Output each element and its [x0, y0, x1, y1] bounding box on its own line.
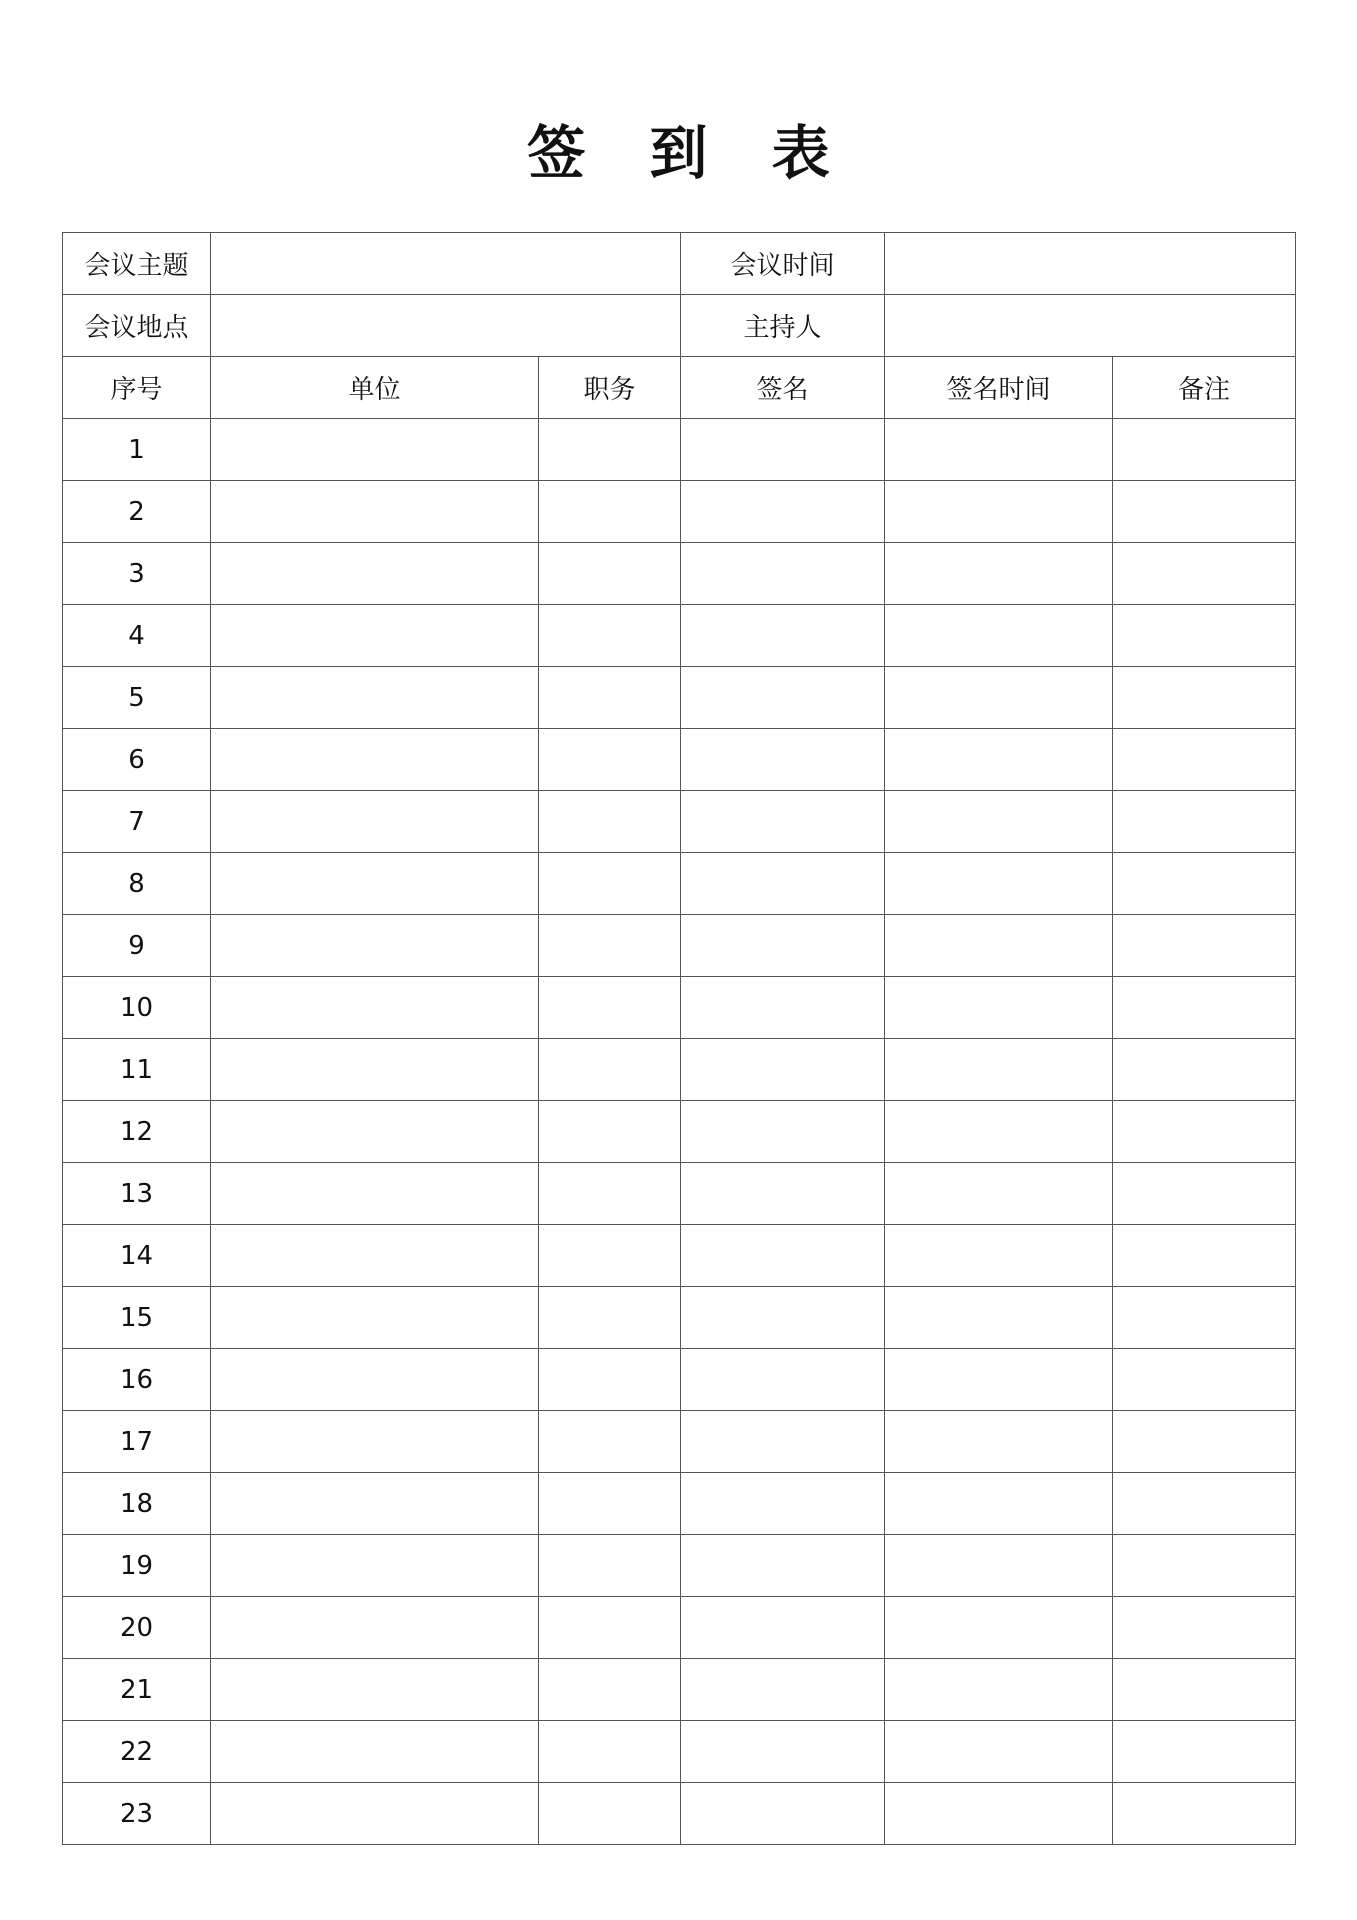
- signature-cell[interactable]: [681, 1597, 885, 1659]
- position-cell[interactable]: [539, 605, 681, 667]
- row-number: 22: [63, 1721, 211, 1783]
- row-number: 15: [63, 1287, 211, 1349]
- sign-time-cell[interactable]: [885, 853, 1113, 915]
- table-row: [63, 1163, 1296, 1225]
- sign-time-cell[interactable]: [885, 1597, 1113, 1659]
- row-number: 17: [63, 1411, 211, 1473]
- header-row: [63, 357, 1296, 419]
- unit-cell[interactable]: [211, 1225, 539, 1287]
- sign-time-cell[interactable]: [885, 977, 1113, 1039]
- remarks-cell[interactable]: [1113, 543, 1296, 605]
- unit-cell[interactable]: [211, 1287, 539, 1349]
- remarks-cell[interactable]: [1113, 481, 1296, 543]
- unit-cell[interactable]: [211, 1101, 539, 1163]
- position-cell[interactable]: [539, 1659, 681, 1721]
- row-number: 16: [63, 1349, 211, 1411]
- unit-cell[interactable]: [211, 729, 539, 791]
- remarks-cell[interactable]: [1113, 1597, 1296, 1659]
- table-row: [63, 1535, 1296, 1597]
- signature-cell[interactable]: [681, 791, 885, 853]
- row-number: 5: [63, 667, 211, 729]
- position-cell[interactable]: [539, 419, 681, 481]
- position-cell[interactable]: [539, 977, 681, 1039]
- unit-cell[interactable]: [211, 1597, 539, 1659]
- remarks-cell[interactable]: [1113, 1473, 1296, 1535]
- row-number: 9: [63, 915, 211, 977]
- table-row: [63, 481, 1296, 543]
- column-header-no: 序号: [63, 357, 211, 419]
- position-cell[interactable]: [539, 1163, 681, 1225]
- position-cell[interactable]: [539, 1349, 681, 1411]
- row-number: 8: [63, 853, 211, 915]
- sign-in-table: [62, 232, 1296, 1845]
- column-header-position: 职务: [539, 357, 681, 419]
- table-row: [63, 791, 1296, 853]
- signature-cell[interactable]: [681, 1225, 885, 1287]
- row-number: 1: [63, 419, 211, 481]
- unit-cell[interactable]: [211, 791, 539, 853]
- signature-cell[interactable]: [681, 481, 885, 543]
- time-field[interactable]: [885, 233, 1296, 295]
- unit-cell[interactable]: [211, 543, 539, 605]
- remarks-cell[interactable]: [1113, 1225, 1296, 1287]
- remarks-cell[interactable]: [1113, 1163, 1296, 1225]
- row-number: 14: [63, 1225, 211, 1287]
- row-number: 2: [63, 481, 211, 543]
- table-row: [63, 1101, 1296, 1163]
- unit-cell[interactable]: [211, 1411, 539, 1473]
- sign-time-cell[interactable]: [885, 419, 1113, 481]
- position-cell[interactable]: [539, 1597, 681, 1659]
- position-cell[interactable]: [539, 1783, 681, 1845]
- remarks-cell[interactable]: [1113, 1411, 1296, 1473]
- meta-row-topic: [63, 233, 1296, 295]
- unit-cell[interactable]: [211, 1163, 539, 1225]
- location-label: 会议地点: [63, 295, 211, 357]
- table-row: [63, 1659, 1296, 1721]
- unit-cell[interactable]: [211, 667, 539, 729]
- row-number: 4: [63, 605, 211, 667]
- unit-cell[interactable]: [211, 853, 539, 915]
- sign-time-cell[interactable]: [885, 1783, 1113, 1845]
- topic-field[interactable]: [211, 233, 681, 295]
- position-cell[interactable]: [539, 729, 681, 791]
- sign-time-cell[interactable]: [885, 1659, 1113, 1721]
- signature-cell[interactable]: [681, 915, 885, 977]
- position-cell[interactable]: [539, 1039, 681, 1101]
- sign-time-cell[interactable]: [885, 1101, 1113, 1163]
- unit-cell[interactable]: [211, 481, 539, 543]
- position-cell[interactable]: [539, 853, 681, 915]
- table-row: [63, 853, 1296, 915]
- table-row: [63, 977, 1296, 1039]
- table-row: [63, 1287, 1296, 1349]
- position-cell[interactable]: [539, 481, 681, 543]
- unit-cell[interactable]: [211, 1349, 539, 1411]
- signature-cell[interactable]: [681, 1349, 885, 1411]
- remarks-cell[interactable]: [1113, 1721, 1296, 1783]
- signature-cell[interactable]: [681, 1659, 885, 1721]
- signature-cell[interactable]: [681, 543, 885, 605]
- signature-cell[interactable]: [681, 1163, 885, 1225]
- row-number: 19: [63, 1535, 211, 1597]
- unit-cell[interactable]: [211, 1535, 539, 1597]
- remarks-cell[interactable]: [1113, 1783, 1296, 1845]
- signature-cell[interactable]: [681, 977, 885, 1039]
- signature-cell[interactable]: [681, 853, 885, 915]
- row-number: 23: [63, 1783, 211, 1845]
- unit-cell[interactable]: [211, 1783, 539, 1845]
- position-cell[interactable]: [539, 1287, 681, 1349]
- table-row: [63, 1721, 1296, 1783]
- sign-time-cell[interactable]: [885, 605, 1113, 667]
- meta-row-location: [63, 295, 1296, 357]
- row-number: 21: [63, 1659, 211, 1721]
- signature-cell[interactable]: [681, 1411, 885, 1473]
- remarks-cell[interactable]: [1113, 977, 1296, 1039]
- signature-cell[interactable]: [681, 1721, 885, 1783]
- position-cell[interactable]: [539, 1225, 681, 1287]
- remarks-cell[interactable]: [1113, 1535, 1296, 1597]
- page-title: 签 到 表: [527, 119, 852, 187]
- sign-time-cell[interactable]: [885, 481, 1113, 543]
- sign-time-cell[interactable]: [885, 1535, 1113, 1597]
- unit-cell[interactable]: [211, 1473, 539, 1535]
- remarks-cell[interactable]: [1113, 605, 1296, 667]
- signature-cell[interactable]: [681, 667, 885, 729]
- position-cell[interactable]: [539, 1411, 681, 1473]
- signature-cell[interactable]: [681, 1287, 885, 1349]
- row-number: 12: [63, 1101, 211, 1163]
- table-row: [63, 605, 1296, 667]
- row-number: 7: [63, 791, 211, 853]
- table-row: [63, 729, 1296, 791]
- table-row: [63, 667, 1296, 729]
- table-row: [63, 1473, 1296, 1535]
- unit-cell[interactable]: [211, 977, 539, 1039]
- row-number: 11: [63, 1039, 211, 1101]
- remarks-cell[interactable]: [1113, 419, 1296, 481]
- row-number: 20: [63, 1597, 211, 1659]
- position-cell[interactable]: [539, 1721, 681, 1783]
- sign-time-cell[interactable]: [885, 1163, 1113, 1225]
- table-row: [63, 1225, 1296, 1287]
- unit-cell[interactable]: [211, 419, 539, 481]
- signature-cell[interactable]: [681, 1535, 885, 1597]
- remarks-cell[interactable]: [1113, 915, 1296, 977]
- sign-time-cell[interactable]: [885, 1287, 1113, 1349]
- unit-cell[interactable]: [211, 605, 539, 667]
- table-row: [63, 543, 1296, 605]
- time-label: 会议时间: [681, 233, 885, 295]
- row-number: 3: [63, 543, 211, 605]
- row-number: 10: [63, 977, 211, 1039]
- row-number: 18: [63, 1473, 211, 1535]
- table-row: [63, 1597, 1296, 1659]
- sign-time-cell[interactable]: [885, 543, 1113, 605]
- table-row: [63, 1349, 1296, 1411]
- table-row: [63, 1411, 1296, 1473]
- unit-cell[interactable]: [211, 1039, 539, 1101]
- signature-cell[interactable]: [681, 1101, 885, 1163]
- remarks-cell[interactable]: [1113, 1349, 1296, 1411]
- host-label: 主持人: [681, 295, 885, 357]
- signature-cell[interactable]: [681, 1473, 885, 1535]
- sign-time-cell[interactable]: [885, 729, 1113, 791]
- topic-label: 会议主题: [63, 233, 211, 295]
- sign-time-cell[interactable]: [885, 1039, 1113, 1101]
- remarks-cell[interactable]: [1113, 791, 1296, 853]
- remarks-cell[interactable]: [1113, 729, 1296, 791]
- location-field[interactable]: [211, 295, 681, 357]
- position-cell[interactable]: [539, 667, 681, 729]
- table-row: [63, 1039, 1296, 1101]
- row-number: 6: [63, 729, 211, 791]
- column-header-unit: 单位: [211, 357, 539, 419]
- position-cell[interactable]: [539, 543, 681, 605]
- sign-time-cell[interactable]: [885, 1473, 1113, 1535]
- remarks-cell[interactable]: [1113, 1287, 1296, 1349]
- sign-time-cell[interactable]: [885, 791, 1113, 853]
- sign-time-cell[interactable]: [885, 1225, 1113, 1287]
- position-cell[interactable]: [539, 915, 681, 977]
- table-row: [63, 915, 1296, 977]
- signature-cell[interactable]: [681, 605, 885, 667]
- sign-time-cell[interactable]: [885, 1411, 1113, 1473]
- signature-cell[interactable]: [681, 1783, 885, 1845]
- remarks-cell[interactable]: [1113, 1659, 1296, 1721]
- sign-time-cell[interactable]: [885, 1349, 1113, 1411]
- row-number: 13: [63, 1163, 211, 1225]
- unit-cell[interactable]: [211, 915, 539, 977]
- signature-cell[interactable]: [681, 1039, 885, 1101]
- sign-time-cell[interactable]: [885, 1721, 1113, 1783]
- host-field[interactable]: [885, 295, 1296, 357]
- sign-time-cell[interactable]: [885, 915, 1113, 977]
- position-cell[interactable]: [539, 791, 681, 853]
- column-header-signature: 签名: [681, 357, 885, 419]
- remarks-cell[interactable]: [1113, 667, 1296, 729]
- position-cell[interactable]: [539, 1535, 681, 1597]
- table-row: [63, 1783, 1296, 1845]
- unit-cell[interactable]: [211, 1721, 539, 1783]
- position-cell[interactable]: [539, 1101, 681, 1163]
- remarks-cell[interactable]: [1113, 853, 1296, 915]
- unit-cell[interactable]: [211, 1659, 539, 1721]
- remarks-cell[interactable]: [1113, 1039, 1296, 1101]
- column-header-remarks: 备注: [1113, 357, 1296, 419]
- remarks-cell[interactable]: [1113, 1101, 1296, 1163]
- signature-cell[interactable]: [681, 419, 885, 481]
- position-cell[interactable]: [539, 1473, 681, 1535]
- sign-time-cell[interactable]: [885, 667, 1113, 729]
- table-row: [63, 419, 1296, 481]
- column-header-sign-time: 签名时间: [885, 357, 1113, 419]
- signature-cell[interactable]: [681, 729, 885, 791]
